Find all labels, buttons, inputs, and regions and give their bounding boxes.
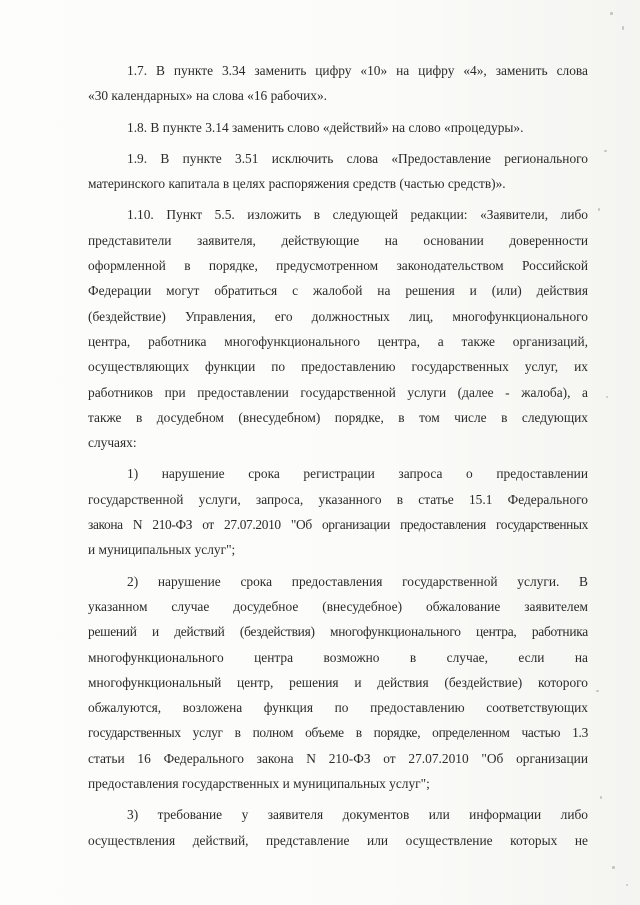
paragraph-1-7 — [88, 58, 588, 109]
text-line: осуществляющих функции по предоставлению государственных услуг, их — [88, 359, 588, 375]
text-line: предоставления государственных и муниципальных услуг"; — [88, 776, 430, 792]
scan-noise — [604, 150, 607, 152]
list-item-2 — [88, 569, 588, 797]
text-line: случаях: — [88, 435, 137, 451]
text-line: 1) нарушение срока регистрации запроса о предоставлении — [127, 466, 588, 482]
text-line: «30 календарных» на слова «16 рабочих». — [88, 88, 328, 104]
text-line: статьи 16 Федерального закона N 210-ФЗ от 27.07.2010 "Об организации — [88, 750, 588, 766]
text-line: Федерации могут обратиться с жалобой на решения и (или) действия — [88, 283, 588, 299]
scan-noise — [606, 396, 608, 398]
list-item-3 — [88, 802, 588, 853]
paragraph-1-8 — [88, 115, 588, 140]
text-line: 1.8. В пункте 3.14 заменить слово «действий» на слово «процедуры». — [127, 119, 524, 135]
scan-noise — [622, 26, 624, 30]
text-line: обжалуются, возложена функция по предоставлению соответствующих — [88, 700, 588, 716]
text-line: многофункционального центра возможно в случае, если на — [88, 649, 588, 665]
scan-noise — [598, 208, 600, 211]
list-item-1 — [88, 461, 588, 562]
text-line: центра, работника многофункционального центра, а также организаций, — [88, 333, 588, 349]
text-line: также в досудебном (внесудебном) порядке, в том числе в следующих — [88, 409, 588, 425]
text-line: оформленной в порядке, предусмотренном законодательством Российской — [88, 258, 588, 274]
text-line: работников при предоставлении государственной услуги (далее - жалоба), а — [88, 384, 588, 400]
text-line: 1.7. В пункте 3.34 заменить цифру «10» на цифру «4», заменить слова — [127, 63, 588, 78]
text-line: государственных услуг в полном объеме в порядке, определенном частью 1.3 — [88, 725, 588, 741]
scan-noise — [600, 796, 602, 799]
text-line: многофункциональный центр, решения и действия (бездействие) которого — [88, 674, 588, 690]
text-line: материнского капитала в целях распоряжения средств (частью средств)». — [88, 176, 506, 192]
paragraph-1-9 — [88, 146, 588, 197]
text-line: представители заявителя, действующие на основании доверенности — [88, 232, 588, 248]
scan-noise — [626, 884, 628, 886]
text-line: 1.9. В пункте 3.51 исключить слова «Предоставление регионального — [127, 150, 588, 166]
scan-noise — [610, 12, 613, 15]
text-line: указанном случае досудебное (внесудебное) обжалование заявителем — [88, 598, 588, 614]
text-line: 3) требование у заявителя документов или информации либо — [127, 807, 588, 823]
scan-noise — [596, 690, 599, 692]
text-line: и муниципальных услуг"; — [88, 542, 236, 558]
text-line: осуществления действий, представление или осуществление которых не — [88, 832, 588, 848]
text-line: 2) нарушение срока предоставления государственной услуги. В — [127, 573, 588, 589]
scan-noise — [612, 866, 615, 869]
text-line: 1.10. Пункт 5.5. изложить в следующей редакции: «Заявители, либо — [127, 207, 588, 223]
document-body — [88, 58, 588, 853]
text-line: (бездействие) Управления, его должностных лиц, многофункционального — [88, 308, 588, 324]
text-line: государственной услуги, запроса, указанного в статье 15.1 Федерального — [88, 491, 588, 507]
text-line: закона N 210-ФЗ от 27.07.2010 "Об организации предоставления государственных — [88, 517, 588, 533]
text-line: решений и действий (бездействия) многофункционального центра, работника — [88, 624, 588, 640]
paragraph-1-10 — [88, 202, 588, 455]
